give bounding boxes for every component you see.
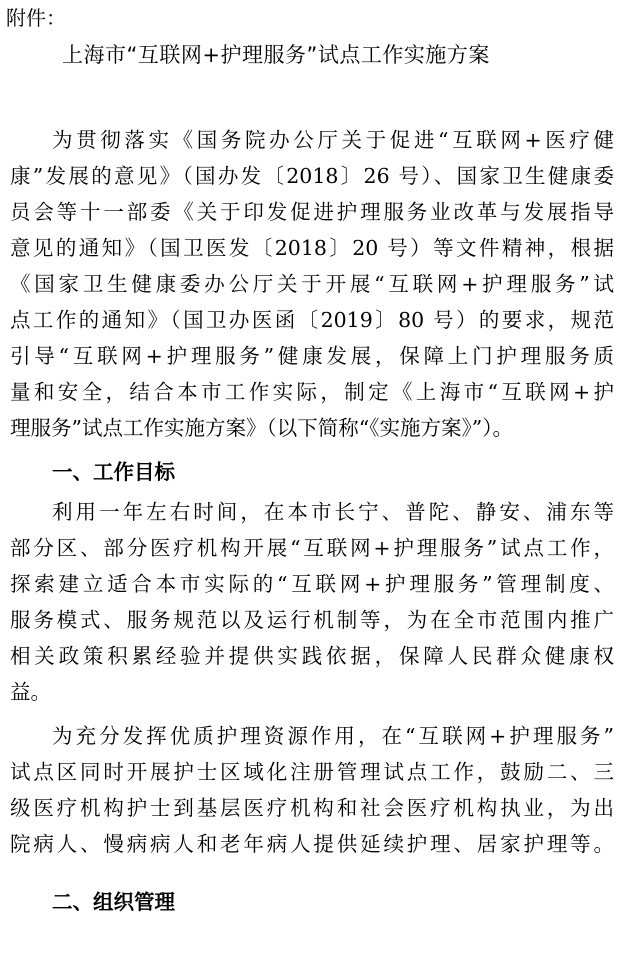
paragraph-line: 《国家卫生健康委办公厅关于开展“互联网+护理服务”试: [10, 272, 614, 296]
paragraph-line: 量和安全，结合本市工作实际，制定《上海市“互联网+护: [10, 380, 614, 404]
section-heading-organization: 二、组织管理: [52, 890, 175, 914]
paragraph-line: 意见的通知》（国卫医发〔2018〕20 号）等文件精神，根据: [10, 236, 614, 260]
paragraph-line: 为贯彻落实《国务院办公厅关于促进“互联网+医疗健: [52, 128, 614, 152]
paragraph-line: 院病人、慢病病人和老年病人提供延续护理、居家护理等。: [10, 832, 614, 856]
attachment-label: 附件：: [6, 6, 66, 30]
paragraph-line: 部分区、部分医疗机构开展“互联网+护理服务”试点工作，: [10, 536, 614, 560]
paragraph-line: 利用一年左右时间，在本市长宁、普陀、静安、浦东等: [52, 500, 614, 524]
paragraph-line: 服务模式、服务规范以及运行机制等，为在全市范围内推广: [10, 608, 614, 632]
paragraph-line: 为充分发挥优质护理资源作用，在“互联网+护理服务”: [52, 724, 614, 748]
section-heading-work-goals: 一、工作目标: [52, 460, 175, 484]
paragraph-line: 试点区同时开展护士区域化注册管理试点工作，鼓励二、三: [10, 760, 614, 784]
paragraph-line: 探索建立适合本市实际的“互联网+护理服务”管理制度、: [10, 572, 614, 596]
paragraph-line: 引导“互联网+护理服务”健康发展，保障上门护理服务质: [10, 344, 614, 368]
paragraph-line: 级医疗机构护士到基层医疗机构和社会医疗机构执业，为出: [10, 796, 614, 820]
paragraph-line: 理服务”试点工作实施方案》（以下简称“《实施方案》”）。: [10, 416, 513, 440]
paragraph-line: 点工作的通知》（国卫办医函〔2019〕80 号）的要求，规范: [10, 308, 614, 332]
paragraph-line: 相关政策积累经验并提供实践依据，保障人民群众健康权: [10, 644, 614, 668]
paragraph-line: 益。: [10, 680, 51, 704]
paragraph-line: 员会等十一部委《关于印发促进护理服务业改革与发展指导: [10, 200, 614, 224]
document-title: 上海市“互联网+护理服务”试点工作实施方案: [62, 43, 490, 67]
paragraph-line: 康”发展的意见》（国办发〔2018〕26 号）、国家卫生健康委: [10, 164, 614, 188]
